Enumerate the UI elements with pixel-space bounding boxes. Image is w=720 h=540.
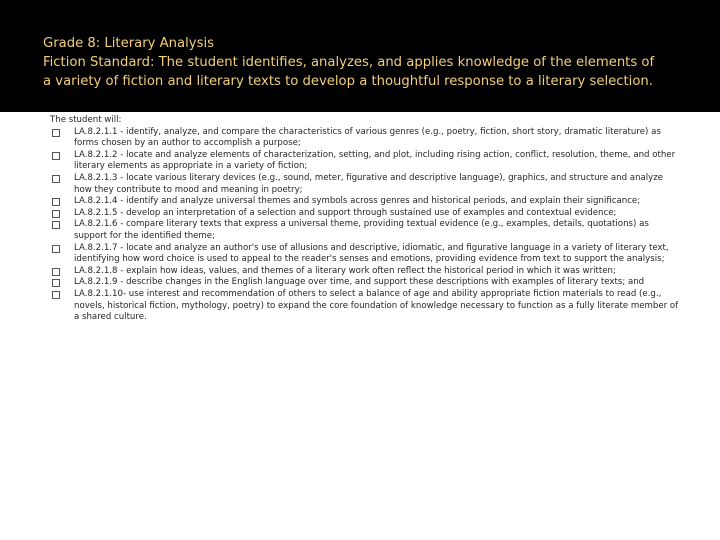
intro-text: The student will:	[50, 115, 122, 125]
list-item	[50, 243, 682, 266]
list-item-text: LA.8.2.1.9 - describe changes in the English language over time, and support these descriptions with examples of literary texts; and	[74, 277, 645, 288]
standard-line-1: Fiction Standard: The student identifies, analyzes, and applies knowledge of the elements of	[43, 55, 655, 70]
standard-line-2: a variety of fiction and literary texts to develop a thoughtful response to a literary selection.	[43, 74, 653, 89]
slide-title	[43, 34, 708, 91]
list-item-text: LA.8.2.1.6 - compare literary texts that express a universal theme, providing textual evidence (e.g., examples, details, quotations) as support for the identified theme;	[74, 219, 649, 241]
list-item-text: LA.8.2.1.3 - locate various literary devices (e.g., sound, meter, figurative and descriptive language), graphics, and structure and analyze how they contribute to mood and meaning in poetry;	[74, 172, 664, 195]
list-item-text: LA.8.2.1.1 - identify, analyze, and compare the characteristics of various genres (e.g., poetry, fiction, short story, dramatic literature) as forms chosen by an author to accomplish a purpose;	[74, 126, 661, 149]
list-item-text: LA.8.2.1.2 - locate and analyze elements of characterization, setting, and plot, including rising action, conflict, resolution, theme, and other literary elements as appropriate in a variety of fiction;	[74, 149, 676, 172]
title-heading: Grade 8: Literary Analysis	[43, 36, 214, 51]
list-item	[50, 150, 682, 173]
list-item	[50, 208, 682, 220]
list-item-text: LA.8.2.1.7 - locate and analyze an author's use of allusions and descriptive, idiomatic, and figurative language in a variety of literary text, identifying how word choice is used to appeal to the reader's senses and emotions, providing evidence from text to support the analysis;	[74, 242, 669, 265]
list-item	[50, 196, 682, 208]
list-item-text: LA.8.2.1.5 - develop an interpretation of a selection and support through sustained use of examples and contextual evidence;	[74, 207, 617, 218]
standards-list	[50, 127, 682, 324]
list-item	[50, 289, 682, 324]
list-item	[50, 127, 682, 150]
square-bullet-icon	[52, 268, 60, 276]
list-item-text: LA.8.2.1.10- use interest and recommendation of others to select a balance of age and ability appropriate fiction materials to read (e.g., novels, historical fiction, mythology, poetry) to expand the core foundation of knowledge necessary to function as a fully literate member of a shared culture.	[74, 288, 679, 323]
list-item-text: LA.8.2.1.8 - explain how ideas, values, and themes of a literary work often reflect the historical period in which it was written;	[74, 265, 616, 276]
list-item-text: LA.8.2.1.4 - identify and analyze universal themes and symbols across genres and historical periods, and explain their significance;	[74, 196, 641, 207]
square-bullet-icon	[52, 221, 60, 229]
square-bullet-icon	[52, 152, 60, 160]
square-bullet-icon	[52, 245, 60, 253]
list-item	[50, 266, 682, 278]
square-bullet-icon	[52, 210, 60, 218]
list-item	[50, 173, 682, 196]
square-bullet-icon	[52, 198, 60, 206]
square-bullet-icon	[52, 291, 60, 299]
content-body	[50, 115, 682, 324]
list-item	[50, 277, 682, 289]
square-bullet-icon	[52, 279, 60, 287]
square-bullet-icon	[52, 129, 60, 137]
list-item	[50, 219, 682, 242]
square-bullet-icon	[52, 175, 60, 183]
